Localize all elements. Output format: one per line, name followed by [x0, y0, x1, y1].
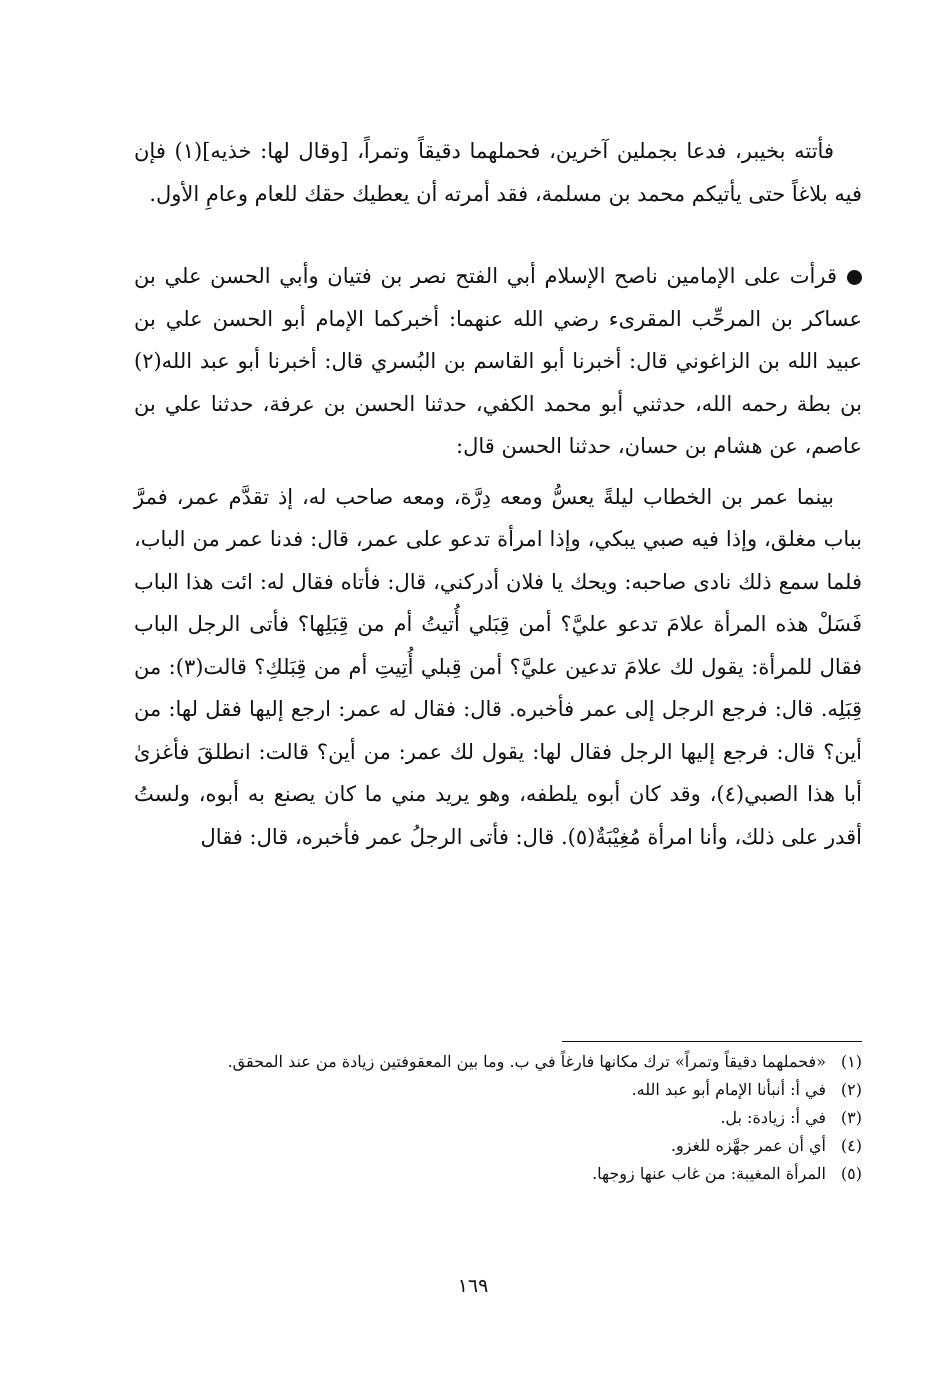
paragraph-3-text: بينما عمر بن الخطاب ليلةً يعسُّ ومعه دِرَّة، ومعه صاحب له، إذ تقدَّم عمر، فمرَّ بباب مغلق، وإذا فيه صبي يبكي، وإذا امرأة تدعو على عمر، قال: فدنا عمر من الباب، فلما سمع ذلك نادى صاحبه: ويحك يا فلان أدركني، قال: فأتاه فقال له: ائت هذا الباب فَسَلْ هذه المرأة علامَ تدعو عليَّ؟ أمن قِبَلي أُتيتُ أم من قِبَلِها؟ فأتى الرجل الباب فقال للمرأة: يقول لك علامَ تدعين عليَّ؟ أمن قِبلي أُتِيتِ أم من قِبَلكِ؟ قالت(٣): من قِبَلِه. قال: فرجع الرجل إلى عمر فأخبره. قال: فقال له عمر: ارجع إليها فقل لها: من أين؟ قال: فرجع إليها الرجل فقال لها: يقول لك عمر: من أين؟ قالت: انطلقَ فأغزىٰ أبا هذا الصبي(٤)، وقد كان أبوه يلطفه، وهو يريد مني ما كان يصنع به أبوه، ولستُ أقدر على ذلك، وأنا امرأة مُغِيْبَةٌ(٥). قال: فأتى الرجلُ عمر فأخبره، قال: فقال — [134, 484, 862, 849]
footnote-number: (٣) — [840, 1108, 862, 1127]
footnote-number: (١) — [840, 1052, 862, 1071]
footnote-2 — [134, 1076, 862, 1104]
footnote-text: أي أن عمر جهَّزه للغزو. — [670, 1136, 826, 1155]
page-number: ١٦٩ — [457, 1275, 489, 1297]
footnote-5 — [134, 1160, 862, 1188]
main-text — [134, 130, 862, 858]
footnote-number: (٥) — [840, 1164, 862, 1183]
paragraph-3 — [134, 476, 862, 859]
footnote-text: «فحملهما دقيقاً وتمراً» ترك مكانها فارغاً في ب. وما بين المعقوفتين زيادة من عند المحقق. — [227, 1052, 826, 1071]
footnote-1 — [134, 1048, 862, 1076]
footnote-text: في أ: أنبأنا الإمام أبو عبد الله. — [631, 1080, 826, 1099]
footnotes — [134, 1048, 862, 1188]
footnote-number: (٤) — [840, 1136, 862, 1155]
paragraph-2-text: قرأت على الإمامين ناصح الإسلام أبي الفتح نصر بن فتيان وأبي الحسن علي بن عساكر بن المرحِّب المقرىء رضي الله عنهما: أخبركما الإمام أبو الحسن علي بن عبيد الله بن الزاغوني قال: أخبرنا أبو القاسم بن البُسري قال: أخبرنا أبو عبد الله(٢) بن بطة رحمه الله، حدثني أبو محمد الكفي، حدثنا الحسن بن عرفة، حدثنا علي بن عاصم، عن هشام بن حسان، حدثنا الحسن قال: — [134, 264, 862, 458]
footnote-text: المرأة المغيبة: من غاب عنها زوجها. — [592, 1164, 826, 1183]
footnote-text: في أ: زيادة: بل. — [720, 1108, 826, 1127]
footnote-number: (٢) — [840, 1080, 862, 1099]
footnote-divider — [562, 1041, 862, 1042]
bullet-icon — [847, 270, 862, 285]
paragraph-1 — [134, 130, 862, 215]
paragraph-1-text: فأتته بخيبر، فدعا بجملين آخرين، فحملهما دقيقاً وتمراً، [وقال لها: خذيه](١) فإن فيه بلاغاً حتى يأتيكم محمد بن مسلمة، فقد أمرته أن يعطيك حقك للعام وعامِ الأول. — [134, 139, 862, 206]
paragraph-2 — [134, 255, 862, 468]
footnote-3 — [134, 1104, 862, 1132]
footnote-4 — [134, 1132, 862, 1160]
